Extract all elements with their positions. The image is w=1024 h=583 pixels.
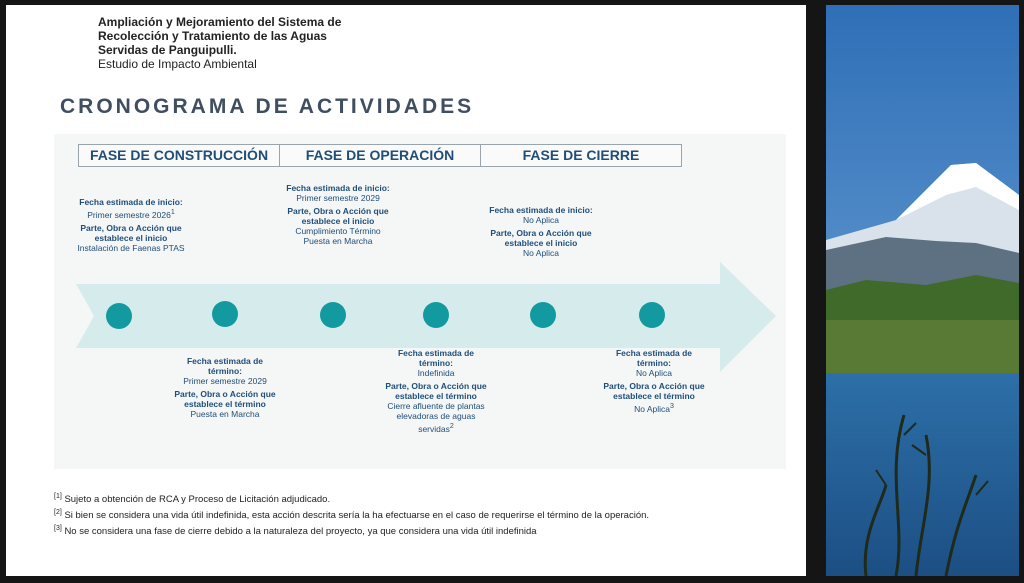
closure-end-value: No Aplica — [636, 368, 672, 378]
operation-start-label: Fecha estimada de inicio: — [286, 183, 390, 193]
slide-title: CRONOGRAMA DE ACTIVIDADES — [60, 95, 475, 118]
construction-start-value: Primer semestre 2026$^1$ — [87, 208, 175, 220]
footnote-2: [2] Si bien se considera una vida útil indefinida, esta acción descrita sería la ha efectuarse en el caso de requerirse el término de la operación. — [54, 509, 650, 522]
construction-end-act-value: Puesta en Marcha — [190, 409, 260, 419]
construction-end-info — [170, 356, 280, 422]
phase-closure: FASE DE CIERRE — [522, 147, 640, 163]
phase-construction: FASE DE CONSTRUCCIÓN — [79, 145, 280, 166]
operation-start-info — [283, 183, 393, 249]
header-line-2: Recolección y Tratamiento de las Aguas — [98, 29, 327, 43]
construction-start-act-label: Parte, Obra o Acción que establece el inicio — [80, 222, 182, 243]
closure-start-value: No Aplica — [523, 215, 559, 225]
operation-end-act-value: Cierre afluente de plantas elevadoras de aguas servidas$^2$ — [387, 401, 485, 434]
timeline-dot-5 — [530, 302, 556, 328]
closure-start-act-value: No Aplica — [523, 248, 559, 258]
construction-end-act-label: Parte, Obra o Acción que establece el término — [174, 389, 276, 409]
header-line-1: Ampliación y Mejoramiento del Sistema de — [98, 15, 342, 29]
operation-start-act-label: Parte, Obra o Acción que establece el inicio — [287, 206, 389, 226]
closure-end-info — [599, 348, 709, 417]
construction-start-label: Fecha estimada de inicio: — [79, 197, 183, 207]
footnote-1: [1] Sujeto a obtención de RCA y Proceso de Licitación adjudicado. — [54, 493, 331, 506]
closure-end-act-value: No Aplica$^3$ — [634, 402, 674, 414]
operation-end-value: Indefinida — [417, 368, 455, 378]
phase-header-row — [78, 144, 682, 167]
operation-start-act-value: Cumplimiento Término Puesta en Marcha — [295, 226, 381, 246]
closure-start-info — [486, 205, 596, 261]
header-line-4: Estudio de Impacto Ambiental — [98, 57, 257, 71]
timeline-dot-1 — [106, 303, 132, 329]
construction-start-info — [75, 197, 187, 256]
construction-end-label: Fecha estimada de término: — [186, 356, 264, 376]
footnotes — [54, 490, 649, 538]
document-header — [98, 15, 341, 71]
footnote-3: [3] No se considera una fase de cierre debido a la naturaleza del proyecto, ya que considera una vida útil indefinida — [54, 525, 537, 538]
operation-end-label: Fecha estimada de término: — [397, 348, 475, 368]
construction-start-act-value: Instalación de Faenas PTAS — [77, 242, 185, 253]
timeline-dot-4 — [423, 302, 449, 328]
operation-end-act-label: Parte, Obra o Acción que establece el término — [385, 381, 487, 401]
volcano-lake-photo — [826, 5, 1019, 576]
construction-end-value: Primer semestre 2029 — [183, 376, 267, 386]
timeline-dot-6 — [639, 302, 665, 328]
timeline-dot-2 — [212, 301, 238, 327]
timeline-dot-3 — [320, 302, 346, 328]
closure-start-label: Fecha estimada de inicio: — [489, 205, 593, 215]
closure-start-act-label: Parte, Obra o Acción que establece el inicio — [490, 228, 592, 248]
header-line-3: Servidas de Panguipulli. — [98, 43, 237, 57]
operation-start-value: Primer semestre 2029 — [296, 193, 380, 203]
operation-end-info — [381, 348, 491, 437]
phase-operation: FASE DE OPERACIÓN — [280, 145, 481, 166]
closure-end-label: Fecha estimada de término: — [615, 348, 693, 368]
closure-end-act-label: Parte, Obra o Acción que establece el término — [603, 381, 705, 401]
